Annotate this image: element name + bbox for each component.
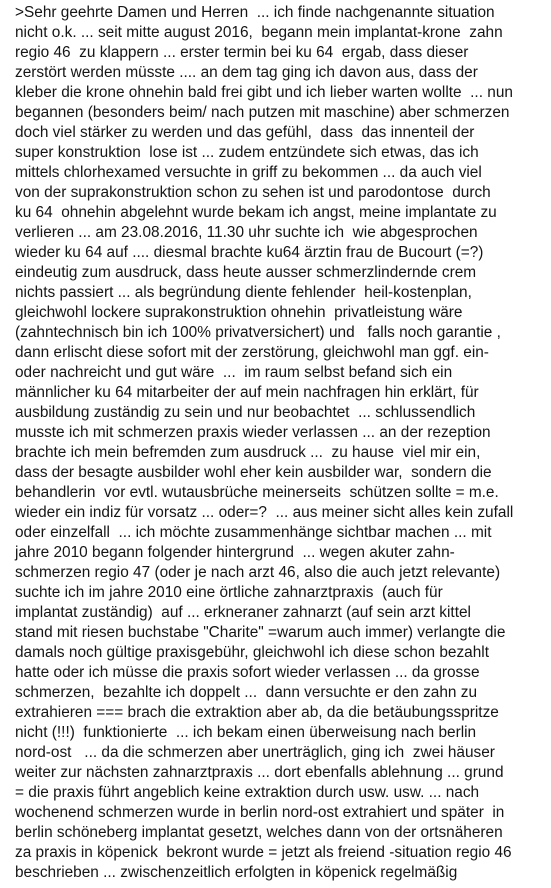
text-line: männlicher ku 64 mitarbeiter der auf mein nachfragen hin erklärt, für	[15, 384, 479, 401]
text-line: extrahieren === brach die extraktion aber ab, da die betäubungsspritze	[15, 704, 499, 721]
text-line: za praxis in köpenick bekront wurde = jetzt als freiend -situation regio 46	[15, 844, 512, 861]
text-line: wieder ein indiz für vorsatz ... oder=? ... aus meiner sicht alles kein zufall	[15, 504, 514, 521]
text-line: stand mit riesen buchstabe "Charite" =warum auch immer) verlangte die	[15, 624, 506, 641]
text-line: weiter zur nächsten zahnarztpraxis ... dort ebenfalls ablehnung ... grund	[15, 764, 504, 781]
text-line: nicht (!!!) funktionierte ... ich bekam einen überweisung nach berlin	[15, 724, 477, 741]
text-line: dass der besagte ausbilder wohl eher kein ausbilder war, sondern die	[15, 464, 492, 481]
text-line: kleber die krone ohnehin bald frei gibt und ich lieber warten wollte ... nun	[15, 84, 513, 101]
text-line: ausbildung zuständig zu sein und nur beobachtet ... schlussendlich	[15, 404, 476, 421]
text-line: jahre 2010 begann folgender hintergrund ... wegen akuter zahn-	[15, 544, 455, 561]
text-line: doch viel stärker zu werden und das gefühl, dass das innenteil der	[15, 124, 475, 141]
text-line: schmerzen, bezahlte ich doppelt ... dann versuchte er den zahn zu	[15, 684, 477, 701]
text-line: hatte oder ich müsse die praxis sofort wieder verlassen ... da grosse	[15, 664, 480, 681]
text-line: oder einzelfall ... ich möchte zusammenhänge sichtbar machen ... mit	[15, 524, 492, 541]
text-line: begannen (besonders beim/ nach putzen mit maschine) aber schmerzen	[15, 104, 510, 121]
text-line: musste ich mit schmerzen praxis wieder verlassen ... an der rezeption	[15, 424, 491, 441]
text-line: beschrieben ... zwischenzeitlich erfolgten in köpenick regelmäßig	[15, 864, 458, 881]
text-line: suchte ich im jahre 2010 eine örtliche zahnarztpraxis (auch für	[15, 584, 443, 601]
text-line: ku 64 ohnehin abgelehnt wurde bekam ich angst, meine implantate zu	[15, 204, 497, 221]
text-line: >Sehr geehrte Damen und Herren ... ich finde nachgenannte situation	[15, 4, 495, 21]
text-line: wochenend schmerzen wurde in berlin nord-ost extrahiert und später in	[15, 804, 505, 821]
text-line: oder nachreicht und gut wäre ... im raum selbst befand sich ein	[15, 364, 453, 381]
letter-text	[15, 3, 545, 883]
text-line: brachte ich mein befremden zum ausdruck ... zu hause viel mir ein,	[15, 444, 481, 461]
text-line: verlieren ... am 23.08.2016, 11.30 uhr suchte ich wie abgesprochen	[15, 224, 478, 241]
text-line: zerstört werden müsste .... an dem tag ging ich davon aus, dass der	[15, 64, 478, 81]
text-line: berlin schöneberg implantat gesetzt, welches dann von der ortsnäheren	[15, 824, 503, 841]
text-line: nicht o.k. ... seit mitte august 2016, begann mein implantat-krone zahn	[15, 24, 503, 41]
text-line: nichts passiert ... als begründung diente fehlender heil-kostenplan,	[15, 284, 472, 301]
text-line: super konstruktion lose ist ... zudem entzündete sich etwas, das ich	[15, 144, 479, 161]
text-line: mittels chlorhexamed versuchte in griff zu bekommen ... da auch viel	[15, 164, 482, 181]
text-line: gleichwohl lockere suprakonstruktion ohnehin privatleistung wäre	[15, 304, 463, 321]
text-line: schmerzen regio 47 (oder je nach arzt 46, also die auch jetzt relevante)	[15, 564, 501, 581]
text-line: von der suprakonstruktion schon zu sehen ist und parodontose durch	[15, 184, 491, 201]
text-line: nord-ost ... da die schmerzen aber unerträglich, ging ich zwei häuser	[15, 744, 495, 761]
text-line: damals noch gültige praxisgebühr, gleichwohl ich diese schon bezahlt	[15, 644, 489, 661]
text-line: = die praxis führt angeblich keine extraktion durch usw. usw. ... nach	[15, 784, 480, 801]
text-line: (zahntechnisch bin ich 100% privatversichert) und falls noch garantie ,	[15, 324, 501, 341]
text-line: regio 46 zu klappern ... erster termin bei ku 64 ergab, dass dieser	[15, 44, 469, 61]
text-line: behandlerin vor evtl. wutausbrüche meinerseits schützen sollte = m.e.	[15, 484, 499, 501]
text-line: wieder ku 64 auf .... diesmal brachte ku64 ärztin frau de Bucourt (=?)	[15, 244, 484, 261]
text-line: dann erlischt diese sofort mit der zerstörung, gleichwohl man ggf. ein-	[15, 344, 489, 361]
text-line: implantat zuständig) auf ... erkneraner zahnarzt (auf sein arzt kittel	[15, 604, 471, 621]
text-line: eindeutig zum ausdruck, dass heute ausser schmerzlindernde crem	[15, 264, 477, 281]
